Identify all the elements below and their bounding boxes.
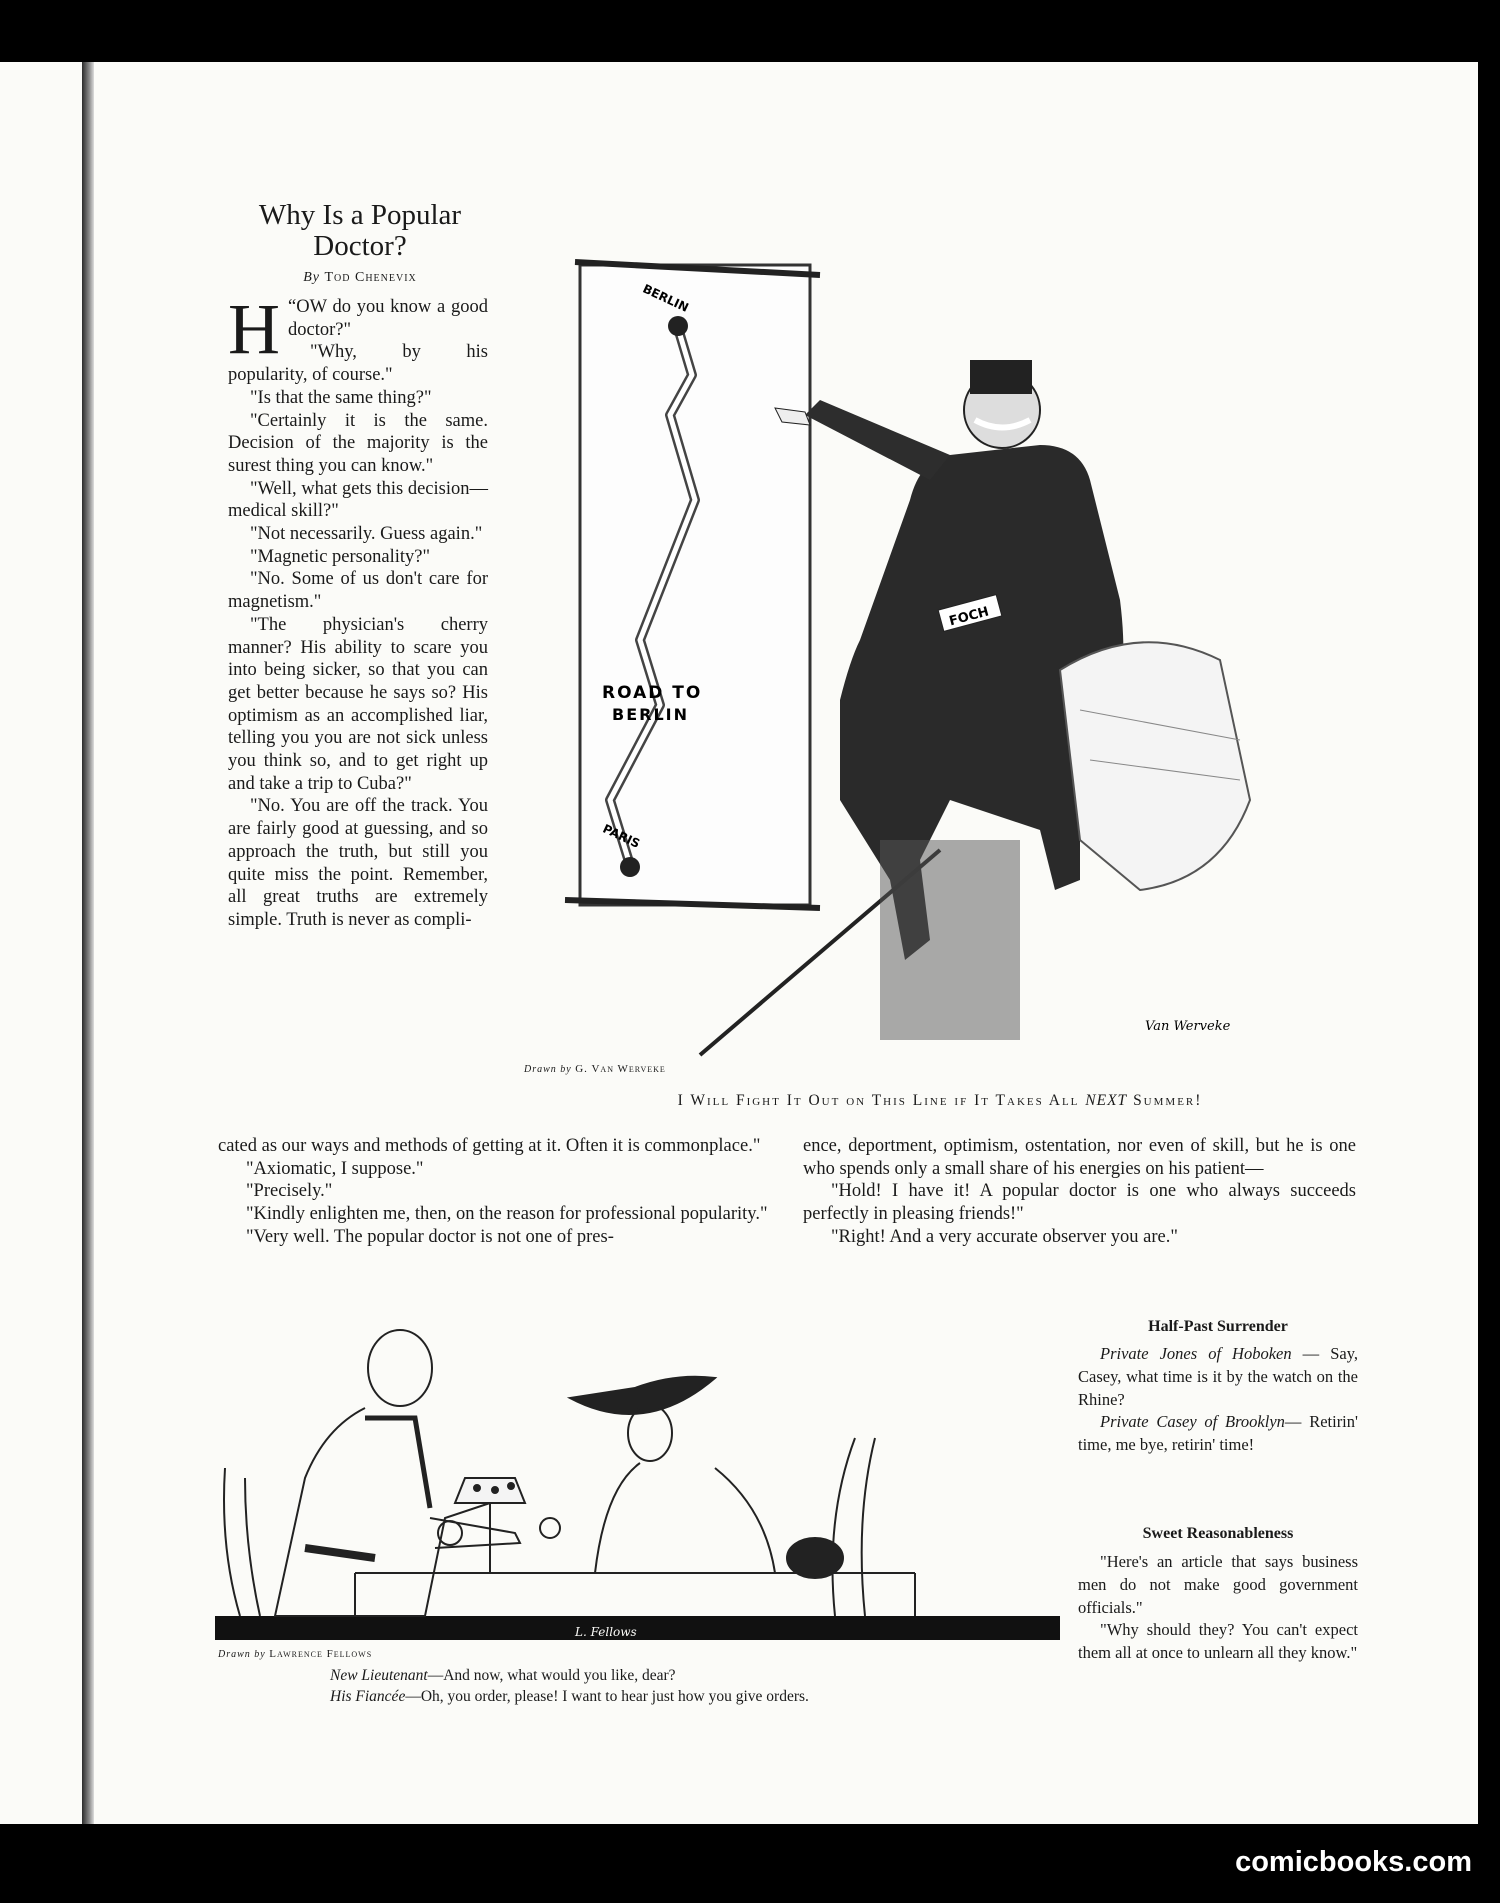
foch-map-illustration <box>520 240 1270 1065</box>
sash-label: FOCH <box>947 604 991 630</box>
page-spine-shadow <box>82 62 94 1824</box>
joke-line <box>1078 1411 1358 1457</box>
paragraph: "Right! And a very accurate observer you are." <box>831 1226 1178 1247</box>
paragraph: "Certainly it is the same. Decision of the majority is the surest thing you can know." <box>228 410 488 476</box>
credit-bottom <box>218 1648 372 1660</box>
road-label-line1: ROAD TO <box>602 683 703 703</box>
joke-text: — Say, Casey, what time is it by the watch on the Rhine? <box>1078 1344 1358 1409</box>
paragraph: "Very well. The popular doctor is not one of pres- <box>246 1226 614 1247</box>
credit-artist: G. Van Werveke <box>575 1063 666 1075</box>
paragraph: "Well, what gets this decision—medical skill?" <box>228 478 488 522</box>
credit-prefix: Drawn by <box>524 1064 572 1075</box>
article-title <box>220 200 500 262</box>
paragraph: "No. Some of us don't care for magnetism." <box>228 569 488 613</box>
caption-part: Summer! <box>1133 1092 1203 1109</box>
joke-line: "Here's an article that says business men do not make good government officials." <box>1078 1552 1358 1617</box>
caption-text: —Oh, you order, please! I want to hear just how you give orders. <box>405 1688 809 1705</box>
joke-body-1 <box>1078 1343 1358 1457</box>
paris-dot <box>620 857 640 877</box>
paragraph: "Hold! I have it! A popular doctor is one who always succeeds perfectly in pleasing friends!" <box>803 1181 1356 1225</box>
paragraph: "Magnetic personality?" <box>250 546 431 567</box>
speaker: Private Jones of Hoboken <box>1100 1344 1292 1363</box>
fiancee-figure <box>570 1377 875 1616</box>
article-column-wide-right <box>803 1135 1356 1249</box>
caption-top <box>590 1092 1290 1110</box>
caption-line <box>330 1686 1030 1707</box>
caption-emphasis: NEXT <box>1085 1092 1128 1109</box>
credit-top <box>524 1063 666 1075</box>
road-label-line2: BERLIN <box>612 705 689 724</box>
paragraph: "Precisely." <box>246 1181 333 1202</box>
speaker: Private Casey of Brooklyn <box>1100 1412 1285 1432</box>
joke-body-2 <box>1078 1551 1358 1665</box>
paragraph: "Kindly enlighten me, then, on the reason for professional popularity." <box>246 1204 768 1225</box>
joke-title-2: Sweet Reasonableness <box>1142 1525 1294 1542</box>
paragraph: "Is that the same thing?" <box>250 387 432 408</box>
paragraph: “ H OW do you know a good doctor?" <box>228 289 488 369</box>
article-column-wide-left <box>218 1135 778 1249</box>
caption-part: I Will Fight It Out on This Line if It Takes All <box>677 1092 1080 1109</box>
page-left-margin <box>0 62 78 1824</box>
title-line-2: Doctor? <box>313 230 407 262</box>
artist-signature-bottom: L. Fellows <box>575 1625 637 1639</box>
table-base-bar <box>215 1616 1060 1640</box>
credit-prefix: Drawn by <box>218 1649 266 1660</box>
paragraph: "Not necessarily. Guess again." <box>250 524 483 545</box>
table-lamp <box>438 1478 560 1573</box>
artist-signature-top: Van Werveke <box>1145 1019 1231 1034</box>
paragraph: "Why, by his popularity, of course." <box>228 342 488 386</box>
byline-author: Tod Chenevix <box>324 270 417 285</box>
caption-line <box>330 1665 1030 1686</box>
paragraph: "Axiomatic, I suppose." <box>246 1158 424 1179</box>
paragraph: cated as our ways and methods of getting at it. Often it is commonplace." <box>218 1136 761 1156</box>
paragraph: "The physician's cherry manner? His ability to scare you into being sicker, so that you can get better because he says so? His optimism as an accomplished liar, telling you you are not sick unless you think so, and to get right up and take a trip to Cuba?" <box>228 614 488 794</box>
article-column-narrow <box>228 289 488 932</box>
paragraph: "No. You are off the track. You are fairly good at guessing, and so approach the truth, but still you quite miss the point. Remember, all great truths are extremely simple. Truth is never as compli- <box>228 796 488 930</box>
joke-line <box>1078 1343 1358 1411</box>
caption-bottom <box>330 1665 1030 1707</box>
city-label-top: BERLIN <box>640 281 691 315</box>
city-label-bottom: PARIS <box>600 821 643 851</box>
paragraph: ence, deportment, optimism, ostentation, nor even of skill, but he is one who spends only a small share of his energies on his patient— <box>803 1136 1356 1179</box>
joke-title-1: Half-Past Surrender <box>1148 1318 1288 1335</box>
berlin-dot <box>668 316 688 336</box>
paragraph-text: OW do you know a good doctor?" <box>288 297 488 340</box>
restaurant-illustration <box>215 1318 1060 1648</box>
speaker: His Fiancée <box>330 1688 406 1705</box>
credit-artist: Lawrence Fellows <box>269 1648 373 1660</box>
speaker: New Lieutenant <box>330 1667 428 1684</box>
joke-line: "Why should they? You can't expect them all at once to unlearn all they know." <box>1078 1620 1358 1663</box>
byline-prefix: By <box>303 270 320 285</box>
drop-cap: H <box>228 289 280 369</box>
joke-text: — Retirin' time, me bye, retirin' time! <box>1078 1412 1358 1455</box>
site-watermark: comicbooks.com <box>1235 1846 1472 1878</box>
title-line-1: Why Is a Popular <box>258 199 462 231</box>
byline <box>220 270 500 286</box>
caption-text: —And now, what would you like, dear? <box>427 1667 676 1684</box>
